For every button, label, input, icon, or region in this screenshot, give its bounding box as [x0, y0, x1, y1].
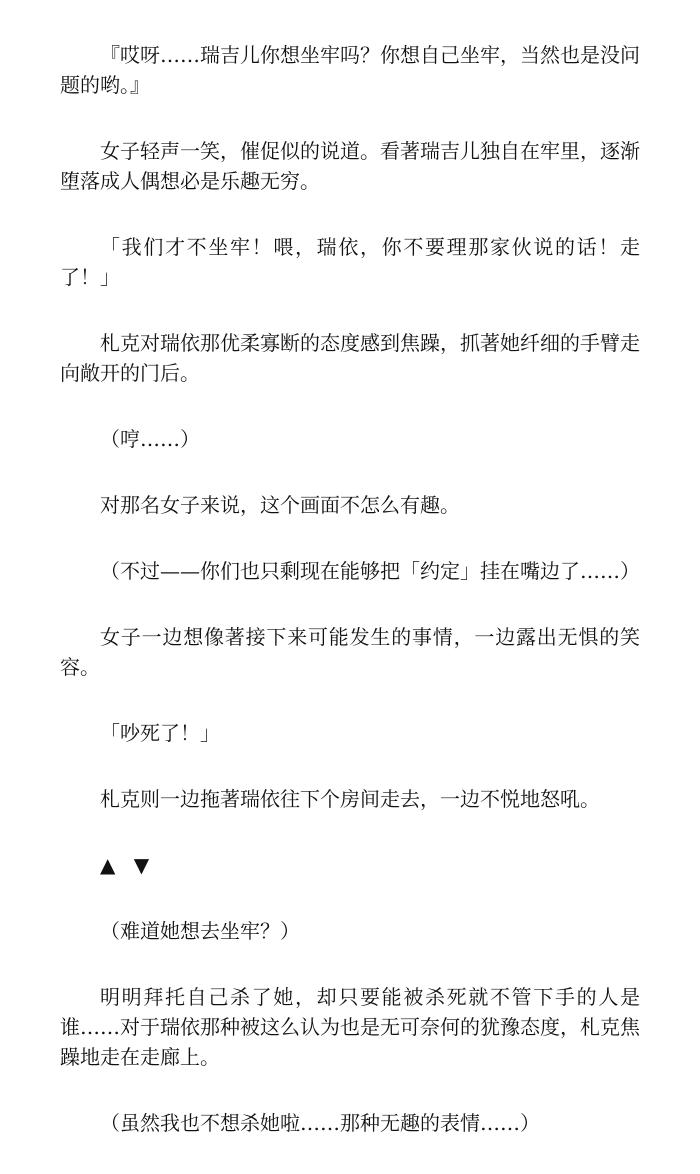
paragraph: 『哎呀……瑞吉儿你想坐牢吗？你想自己坐牢，当然也是没问题的哟。』 [60, 43, 640, 97]
novel-page [60, 40, 640, 1174]
paragraph: 「我们才不坐牢！喂，瑞依，你不要理那家伙说的话！走了！」 [60, 235, 640, 289]
paragraph: （不过——你们也只剩现在能够把「约定」挂在嘴边了……） [100, 559, 640, 583]
paragraph: （难道她想去坐牢？） [100, 919, 300, 943]
paragraph: 札克对瑞依那优柔寡断的态度感到焦躁，抓著她纤细的手臂走向敞开的门后。 [60, 331, 640, 385]
paragraph: 女子轻声一笑，催促似的说道。看著瑞吉儿独自在牢里，逐渐堕落成人偶想必是乐趣无穷。 [60, 139, 640, 193]
paragraph: 札克则一边拖著瑞依往下个房间走去，一边不悦地怒吼。 [100, 787, 600, 811]
scene-separator: ▲ ▼ [100, 853, 156, 877]
paragraph: 「吵死了！」 [100, 721, 220, 745]
paragraph: 女子一边想像著接下来可能发生的事情，一边露出无惧的笑容。 [60, 625, 640, 679]
paragraph: 对那名女子来说，这个画面不怎么有趣。 [100, 493, 460, 517]
paragraph: （虽然我也不想杀她啦……那种无趣的表情……） [100, 1111, 540, 1135]
paragraph: （哼……） [100, 427, 200, 451]
paragraph: 明明拜托自己杀了她，却只要能被杀死就不管下手的人是谁……对于瑞依那种被这么认为也是无可奈何的犹豫态度，札克焦躁地走在走廊上。 [60, 985, 640, 1069]
